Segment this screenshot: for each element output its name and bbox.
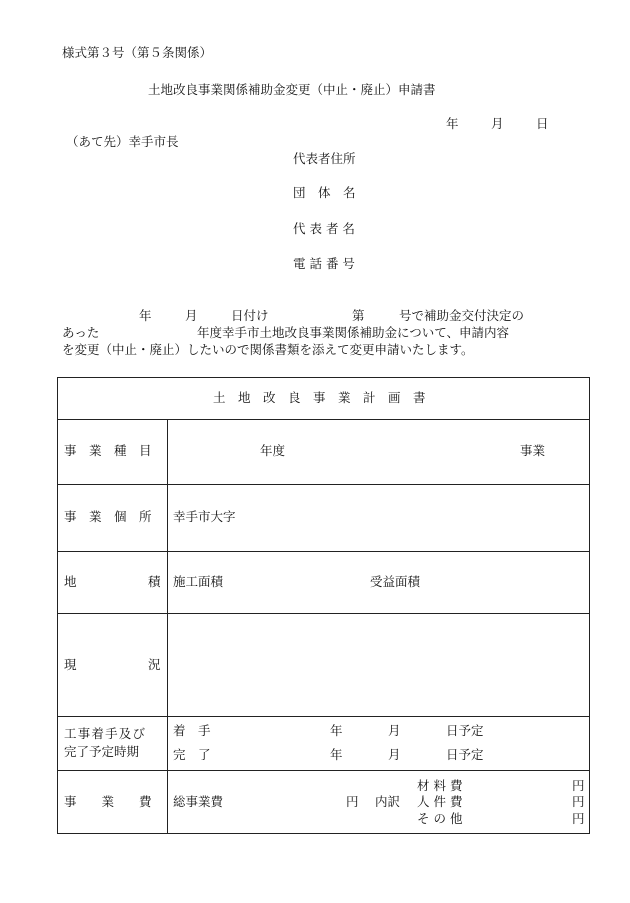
date-day: 日 [536, 116, 549, 131]
body-year: 年 [139, 308, 152, 323]
cost-item-other: そ の 他 [417, 811, 463, 826]
schedule-label-line1: 工事着手及び [64, 726, 147, 741]
addressee: （あて先）幸手市長 [66, 134, 179, 149]
project-location-label: 事 業 個 所 [64, 509, 152, 524]
end-day-planned: 日予定 [446, 747, 484, 762]
plan-table-title: 土 地 改 良 事 業 計 画 書 [213, 390, 426, 405]
plan-table [57, 377, 590, 834]
end-year: 年 [330, 747, 343, 762]
area-label-right: 積 [148, 574, 161, 589]
document-title: 土地改良事業関係補助金変更（中止・廃止）申請書 [148, 82, 436, 97]
construction-area-label: 施工面積 [173, 574, 224, 589]
status-label-left: 現 [64, 657, 77, 672]
cost-item-material-unit: 円 [572, 778, 585, 793]
body-no: 第 [352, 308, 365, 323]
cost-label: 事 業 費 [64, 794, 152, 809]
start-month: 月 [388, 723, 401, 738]
breakdown-label: 内訳 [375, 794, 401, 809]
form-number: 様式第３号（第５条関係） [62, 45, 213, 60]
area-label-left: 地 [64, 574, 77, 589]
benefit-area-label: 受益面積 [370, 574, 421, 589]
body-number-rest: 号で補助金交付決定の [399, 308, 525, 323]
phone-number-label: 電 話 番 号 [293, 256, 355, 271]
date-year: 年 [446, 116, 459, 131]
start-year: 年 [330, 723, 343, 738]
project-type-project: 事業 [520, 443, 546, 458]
representative-name-label: 代 表 者 名 [293, 221, 355, 236]
date-month: 月 [491, 116, 504, 131]
body-line2-rest: 年度幸手市土地改良事業関係補助金について、申請内容 [197, 325, 510, 340]
schedule-label-line2: 完了予定時期 [64, 744, 140, 759]
end-label: 完 了 [173, 747, 211, 762]
start-day-planned: 日予定 [446, 723, 484, 738]
total-cost-label: 総事業費 [173, 794, 224, 809]
cost-item-labor-unit: 円 [572, 794, 585, 809]
cost-item-other-unit: 円 [572, 811, 585, 826]
organization-name-label: 団 体 名 [293, 185, 356, 200]
body-line3: を変更（中止・廃止）したいので関係書類を添えて変更申請いたします。 [62, 342, 474, 357]
representative-address-label: 代表者住所 [293, 151, 356, 166]
project-type-label: 事 業 種 目 [64, 443, 152, 458]
cost-item-material: 材 料 費 [417, 778, 463, 793]
end-month: 月 [388, 747, 401, 762]
total-cost-yen: 円 [346, 794, 359, 809]
start-label: 着 手 [173, 723, 211, 738]
project-location-value: 幸手市大字 [173, 509, 236, 524]
body-dated: 日付け [231, 308, 269, 323]
body-month: 月 [185, 308, 198, 323]
status-label-right: 況 [148, 657, 161, 672]
body-atta: あった [62, 325, 100, 340]
cost-item-labor: 人 件 費 [417, 794, 463, 809]
project-type-year: 年度 [260, 443, 286, 458]
